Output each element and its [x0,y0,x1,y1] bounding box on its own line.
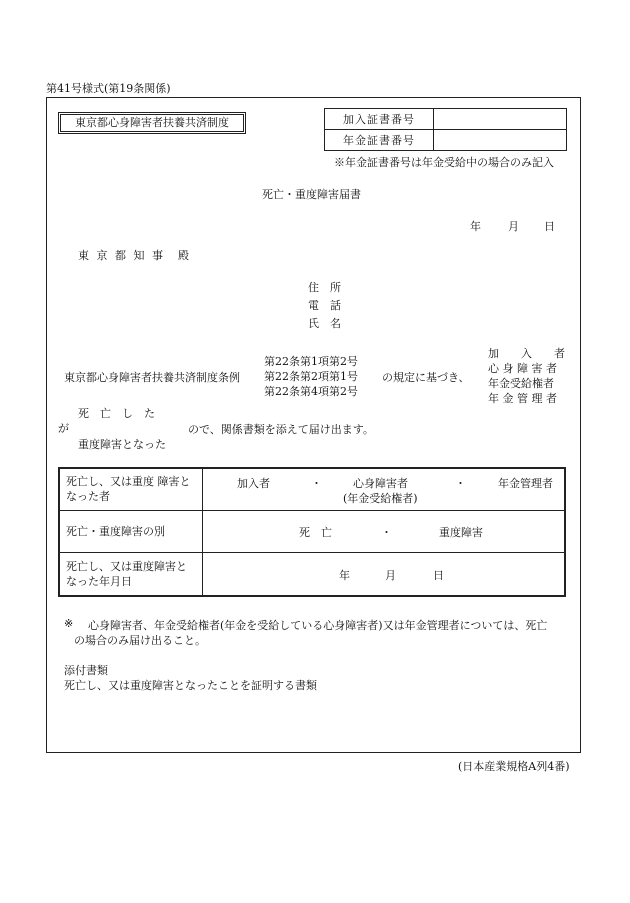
row1-label: 死亡し、又は重度 障害となった者 [59,468,203,510]
dot-1: ・ [311,477,322,490]
role-beneficiary: 年金受給権者 [488,377,554,390]
attachment-text: 死亡し、又は重度障害となったことを証明する書類 [64,679,317,692]
basis-suffix: の規定に基づき、 [382,371,470,384]
statement-disability: 重度障害となった [78,438,166,451]
opt-manager[interactable]: 年金管理者 [498,477,553,490]
ordinance-name: 東京都心身障害者扶養共済制度条例 [64,371,240,384]
dot-3: ・ [381,525,392,539]
clause-2: 第22条第2項第1号 [264,370,358,383]
clause-1: 第22条第1項第2号 [264,355,358,368]
row2-label: 死亡・重度障害の別 [59,510,203,552]
pension-cert-field[interactable] [434,130,567,151]
role-member: 加 入 者 [488,347,565,360]
row3-month: 月 [385,568,396,582]
row2-options [203,510,566,552]
date-day: 日 [544,220,555,233]
join-cert-label: 加入証書番号 [325,109,434,130]
note-text-1: 心身障害者、年金受給権者(年金を受給している心身障害者)又は年金管理者については、死亡 [88,619,548,632]
role-manager: 年 金 管 理 者 [488,392,557,405]
row3-day: 日 [433,568,444,582]
opt-disabled[interactable]: 心身障害者 [353,477,408,490]
footer-standard: (日本産業規格A列4番) [458,760,570,773]
clause-3: 第22条第4項第2号 [264,385,358,398]
role-disabled: 心 身 障 害 者 [488,362,557,375]
doc-title: 死亡・重度障害届書 [262,188,361,201]
name-label: 氏 名 [308,317,341,330]
row3-year: 年 [339,568,350,582]
statement-ga: が [58,422,69,435]
report-table [58,467,566,597]
system-title: 東京都心身障害者扶養共済制度 [58,112,246,134]
note-text-2: の場合のみ届け出ること。 [74,634,206,647]
form-number: 第41号様式(第19条関係) [46,82,171,95]
opt-death[interactable]: 死 亡 [299,525,332,539]
note-mark: ※ [64,617,74,630]
row3-date[interactable] [203,552,566,596]
opt-severe-disability[interactable]: 重度障害 [439,525,483,539]
address-label: 住 所 [308,281,341,294]
date-month: 月 [508,220,519,233]
opt-member[interactable]: 加入者 [237,477,270,490]
opt-disabled-sub: (年金受給権者) [343,492,418,505]
pension-cert-label: 年金証書番号 [325,130,434,151]
addressee: 東 京 都 知 事 殿 [78,249,191,262]
certificate-table [324,108,567,151]
join-cert-field[interactable] [434,109,567,130]
date-year: 年 [470,220,481,233]
phone-label: 電 話 [308,299,341,312]
attachment-heading: 添付書類 [64,664,108,677]
statement-tail: ので、関係書類を添えて届け出ます。 [188,423,374,436]
statement-death: 死 亡 し た [78,407,155,420]
row1-options [203,468,566,510]
row3-label: 死亡し、又は重度障害となった年月日 [59,552,203,596]
cert-note: ※年金証書番号は年金受給中の場合のみ記入 [334,156,554,169]
dot-2: ・ [455,477,466,490]
